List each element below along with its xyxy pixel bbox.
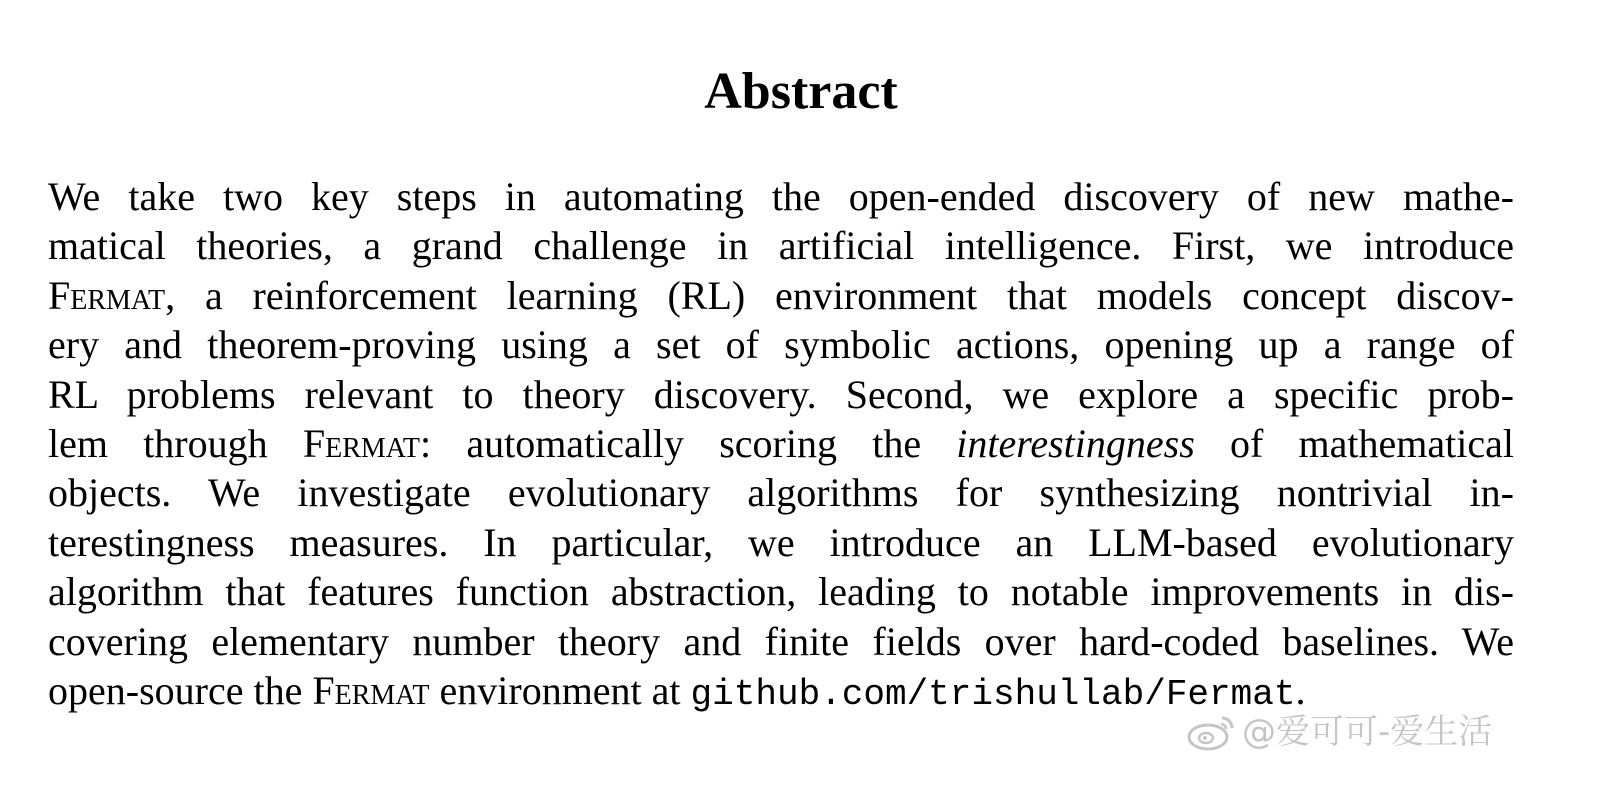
abstract-text: : automatically scoring the: [420, 420, 957, 466]
abstract-line: [48, 271, 1514, 320]
abstract-line: [48, 172, 1514, 221]
system-name: Fermat: [312, 667, 430, 713]
abstract-text: of mathematical: [1194, 420, 1514, 466]
abstract-line: [48, 320, 1514, 369]
abstract-text: , a reinforcement learning (RL) environment that models concept discov-: [165, 272, 1514, 318]
abstract-line: [48, 518, 1514, 567]
abstract-text: environment at: [429, 667, 691, 713]
abstract-body: [48, 172, 1514, 715]
abstract-line: [48, 567, 1514, 616]
abstract-text: algorithm that features function abstraction, leading to notable improvements in dis-: [48, 569, 1514, 615]
repo-link-text: github.com/trishullab/Fermat: [690, 673, 1296, 715]
weibo-logo-icon: [1186, 712, 1236, 752]
watermark-text: @爱可可-爱生活: [1242, 712, 1493, 752]
abstract-text: RL problems relevant to theory discovery. Second, we explore a specific prob-: [48, 371, 1514, 417]
abstract-text: ery and theorem-proving using a set of symbolic actions, opening up a range of: [48, 322, 1514, 368]
system-name: Fermat: [302, 420, 420, 466]
abstract-text: matical theories, a grand challenge in artificial intelligence. First, we introduce: [48, 223, 1514, 269]
abstract-text: lem through: [48, 420, 303, 466]
abstract-text: objects. We investigate evolutionary algorithms for synthesizing nontrivial in-: [48, 470, 1514, 516]
abstract-text: terestingness measures. In particular, we introduce an LLM-based evolutionary: [48, 519, 1514, 565]
abstract-line: [48, 370, 1514, 419]
abstract-text: open-source the: [48, 667, 313, 713]
abstract-line: [48, 666, 1514, 715]
abstract-text: covering elementary number theory and finite fields over hard-coded baselines. We: [48, 618, 1514, 664]
emphasis-text: interestingness: [956, 420, 1195, 466]
system-name: Fermat: [48, 272, 166, 318]
watermark: [1186, 710, 1492, 754]
section-title: Abstract: [704, 63, 898, 120]
abstract-text: We take two key steps in automating the open-ended discovery of new mathe-: [48, 174, 1514, 219]
abstract-line: [48, 468, 1514, 517]
abstract-line: [48, 617, 1514, 666]
abstract-line: [48, 221, 1514, 270]
abstract-line: [48, 419, 1514, 468]
abstract-text: .: [1295, 667, 1306, 713]
